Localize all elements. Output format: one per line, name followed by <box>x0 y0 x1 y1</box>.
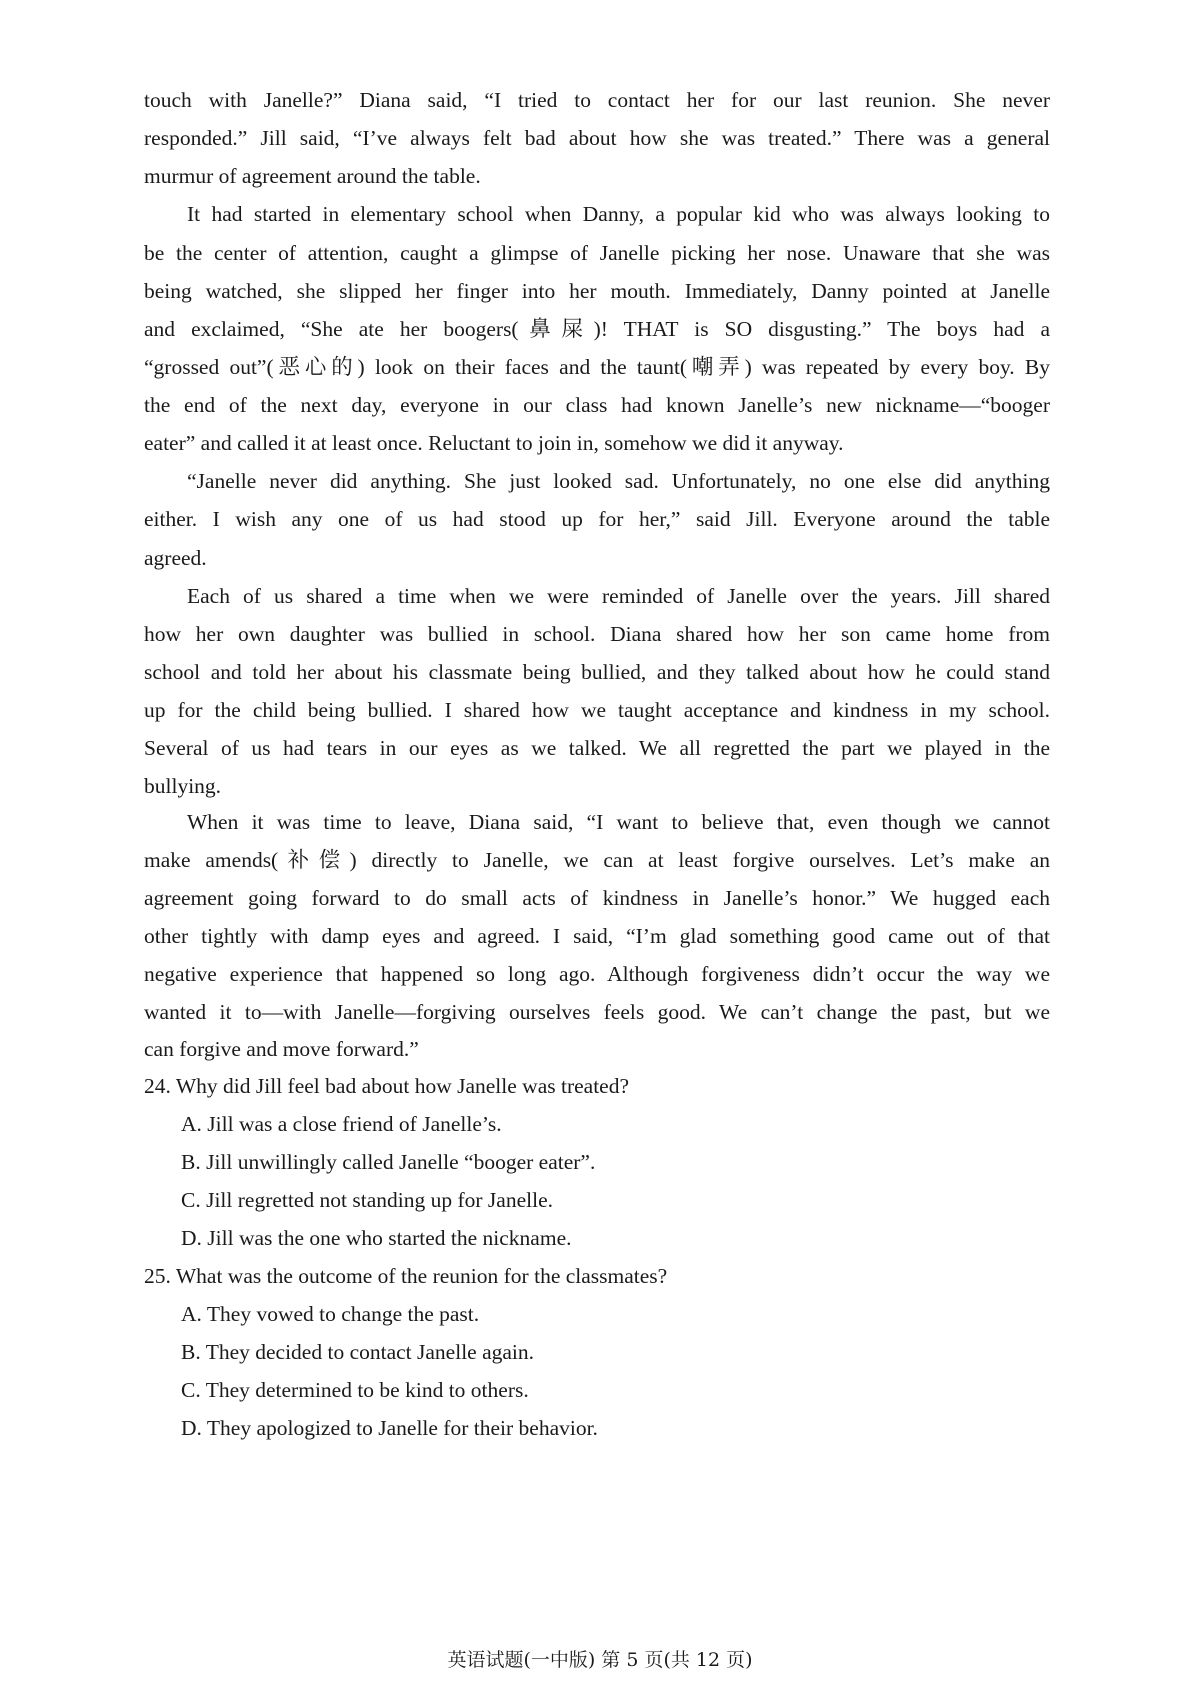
passage-line: agreement going forward to do small acts of kindness in Janelle’s honor.” We hugged each <box>144 886 1050 910</box>
passage-line: wanted it to—with Janelle—forgiving ourselves feels good. We can’t change the past, but we <box>144 1000 1050 1024</box>
passage-line: Several of us had tears in our eyes as we talked. We all regretted the part we played in the <box>144 736 1050 760</box>
passage-line: It had started in elementary school when Danny, a popular kid who was always looking to <box>187 202 1050 226</box>
passage-line: being watched, she slipped her finger into her mouth. Immediately, Danny pointed at Janelle <box>144 279 1050 303</box>
option-a: A. They vowed to change the past. <box>181 1302 480 1326</box>
option-c: C. They determined to be kind to others. <box>181 1378 529 1402</box>
passage-line: agreed. <box>144 546 207 570</box>
passage-line: be the center of attention, caught a glimpse of Janelle picking her nose. Unaware that she was <box>144 241 1050 265</box>
passage-line: make amends(补偿) directly to Janelle, we can at least forgive ourselves. Let’s make an <box>144 848 1050 872</box>
passage-line: up for the child being bullied. I shared how we taught acceptance and kindness in my school. <box>144 698 1050 722</box>
passage-line: bullying. <box>144 774 222 798</box>
passage-line: Each of us shared a time when we were reminded of Janelle over the years. Jill shared <box>187 584 1050 608</box>
passage-line: “Janelle never did anything. She just looked sad. Unfortunately, no one else did anything <box>187 469 1050 493</box>
passage-line: responded.” Jill said, “I’ve always felt bad about how she was treated.” There was a general <box>144 126 1050 150</box>
question-number: 25. <box>144 1264 171 1288</box>
question-text: Why did Jill feel bad about how Janelle was treated? <box>175 1074 630 1098</box>
option-b: B. They decided to contact Janelle again. <box>181 1340 535 1364</box>
option-b: B. Jill unwillingly called Janelle “booger eater”. <box>181 1150 596 1174</box>
page-footer: 英语试题(一中版) 第 5 页(共 12 页) <box>447 1649 753 1671</box>
option-d: D. Jill was the one who started the nickname. <box>181 1226 572 1250</box>
option-a: A. Jill was a close friend of Janelle’s. <box>181 1112 502 1136</box>
passage-line: other tightly with damp eyes and agreed. I said, “I’m glad something good came out of that <box>144 924 1050 948</box>
passage-line: When it was time to leave, Diana said, “I want to believe that, even though we cannot <box>187 810 1050 834</box>
passage-line: how her own daughter was bullied in school. Diana shared how her son came home from <box>144 622 1050 646</box>
question-stem <box>144 1073 629 1099</box>
question-stem <box>144 1263 667 1289</box>
passage-line: touch with Janelle?” Diana said, “I tried to contact her for our last reunion. She never <box>144 88 1050 112</box>
passage-line: “grossed out”(恶心的) look on their faces and the taunt(嘲弄) was repeated by every boy. By <box>144 355 1050 379</box>
passage-line: the end of the next day, everyone in our class had known Janelle’s new nickname—“booger <box>144 393 1050 417</box>
passage-line: either. I wish any one of us had stood up for her,” said Jill. Everyone around the table <box>144 507 1050 531</box>
passage-line: and exclaimed, “She ate her boogers(鼻屎)! THAT is SO disgusting.” The boys had a <box>144 317 1050 341</box>
option-d: D. They apologized to Janelle for their behavior. <box>181 1416 598 1440</box>
passage-line: murmur of agreement around the table. <box>144 164 481 188</box>
option-c: C. Jill regretted not standing up for Janelle. <box>181 1188 553 1212</box>
passage-line: school and told her about his classmate being bullied, and they talked about how he could stand <box>144 660 1050 684</box>
question-number: 24. <box>144 1074 171 1098</box>
passage-line: can forgive and move forward.” <box>144 1037 419 1061</box>
passage-line: negative experience that happened so long ago. Although forgiveness didn’t occur the way we <box>144 962 1050 986</box>
question-text: What was the outcome of the reunion for the classmates? <box>175 1264 668 1288</box>
passage-line: eater” and called it at least once. Reluctant to join in, somehow we did it anyway. <box>144 431 844 455</box>
